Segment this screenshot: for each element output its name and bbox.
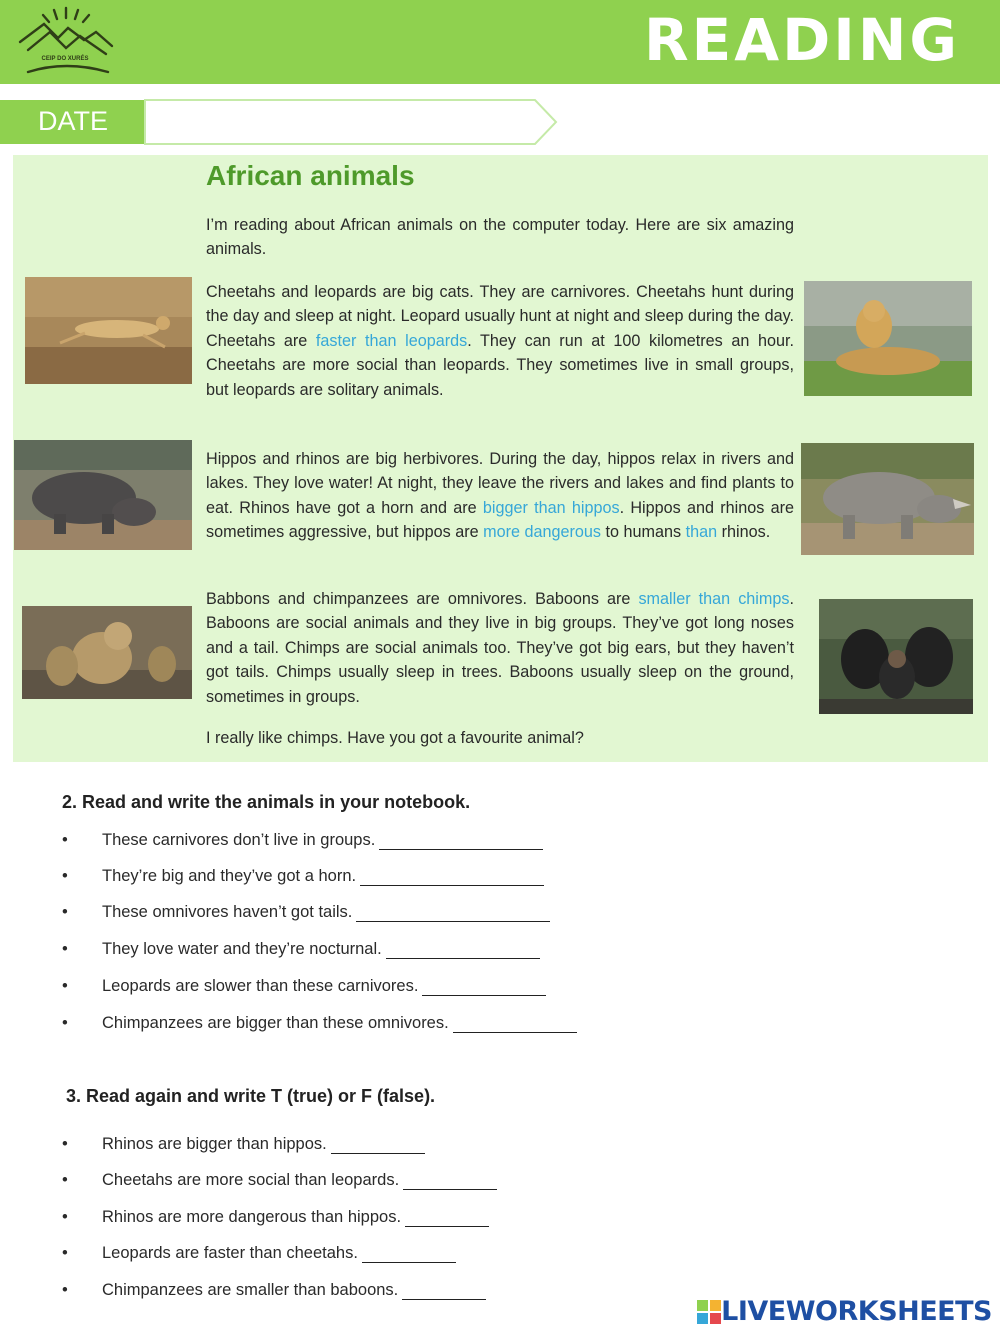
cats-paragraph: Cheetahs and leopards are big cats. They are carnivores. Cheetahs hunt during the day and sleep at night. Leopard usually hunt at night and sleep during the day. Cheetahs are faster than leopards. They can run at 100 kilometres an hour. Cheetahs are more social than leopards. They sometimes live in small groups, but leopards are solitary animals. xyxy=(206,283,794,399)
true-false-input[interactable] xyxy=(402,1279,486,1300)
exercise-2-item: • These omnivores haven’t got tails. xyxy=(62,901,550,925)
cheetah-photo xyxy=(25,277,192,384)
bullet: • xyxy=(62,1014,68,1032)
answer-input[interactable] xyxy=(386,938,540,959)
liveworksheets-brand[interactable]: LIVEWORKSHEETS xyxy=(721,1296,992,1327)
bullet: • xyxy=(62,977,68,995)
exercise-3-item: • Leopards are faster than cheetahs. xyxy=(62,1242,456,1266)
closing-paragraph: I really like chimps. Have you got a favourite animal? xyxy=(206,729,584,747)
liveworksheets-logo-icon xyxy=(697,1300,721,1324)
page-title: READING xyxy=(643,6,960,74)
bullet: • xyxy=(62,867,68,885)
answer-input[interactable] xyxy=(422,975,546,996)
exercise-3-title: 3. Read again and write T (true) or F (false). xyxy=(66,1086,436,1106)
exercise-3-item: • Rhinos are bigger than hippos. xyxy=(62,1133,425,1157)
exercise-3-item: • Chimpanzees are smaller than baboons. xyxy=(62,1279,486,1303)
answer-input[interactable] xyxy=(379,829,543,850)
exercise-2-item: • Chimpanzees are bigger than these omnivores. xyxy=(62,1012,577,1036)
answer-input[interactable] xyxy=(360,865,544,886)
herbivores-paragraph: Hippos and rhinos are big herbivores. During the day, hippos relax in rivers and lakes. They love water! At night, they leave the rivers and lakes and find plants to eat. Rhinos have got a horn and are bigger than hippos. Hippos and rhinos are sometimes aggressive, but hippos are more dangerous to humans than rhinos. xyxy=(206,450,795,542)
highlight-more-dangerous: more dangerous xyxy=(483,523,602,542)
highlight-bigger-than-hippos: bigger than hippos xyxy=(482,498,620,517)
answer-input[interactable] xyxy=(356,901,550,922)
exercise-2-item: • These carnivores don’t live in groups. xyxy=(62,829,543,853)
highlight-than: than xyxy=(685,523,718,542)
exercise-3-item: • Cheetahs are more social than leopards. xyxy=(62,1169,497,1193)
omnivores-paragraph: Babbons and chimpanzees are omnivores. Baboons are smaller than chimps. Baboons are social animals and they live in big groups. They’ve got long noses and a tail. Chimps are social animals too. They’ve got big ears, but they haven’t got tails. Chimps usually sleep in trees. Baboons usually sleep on the ground, sometimes in groups. xyxy=(206,590,794,706)
true-false-input[interactable] xyxy=(331,1133,425,1154)
bullet: • xyxy=(62,903,68,921)
date-input[interactable] xyxy=(148,100,532,146)
article-title: African animals xyxy=(206,160,415,191)
bullet: • xyxy=(62,940,68,958)
bullet: • xyxy=(62,1171,68,1189)
answer-input[interactable] xyxy=(453,1012,577,1033)
exercise-2-item: • They love water and they’re nocturnal. xyxy=(62,938,540,962)
highlight-smaller-than-chimps: smaller than chimps xyxy=(638,590,790,608)
bullet: • xyxy=(62,1208,68,1226)
rhino-photo xyxy=(801,443,974,555)
true-false-input[interactable] xyxy=(362,1242,456,1263)
exercise-3-item: • Rhinos are more dangerous than hippos. xyxy=(62,1206,489,1230)
exercise-2-item: • Leopards are slower than these carnivores. xyxy=(62,975,546,999)
bullet: • xyxy=(62,1281,68,1299)
chimpanzee-photo xyxy=(819,599,973,714)
bullet: • xyxy=(62,831,68,849)
bullet: • xyxy=(62,1135,68,1153)
baboon-photo xyxy=(22,606,192,699)
highlight-faster-than-leopards: faster than leopards xyxy=(315,331,468,350)
hippo-photo xyxy=(14,440,192,550)
school-logo-icon xyxy=(14,2,118,82)
true-false-input[interactable] xyxy=(403,1169,497,1190)
intro-paragraph: I’m reading about African animals on the computer today. Here are six amazing animals. xyxy=(206,216,794,259)
exercise-2-title: 2. Read and write the animals in your notebook. xyxy=(62,792,471,812)
exercise-2-item: • They’re big and they’ve got a horn. xyxy=(62,865,544,889)
date-label: DATE xyxy=(38,106,109,136)
true-false-input[interactable] xyxy=(405,1206,489,1227)
logo-text: CEIP DO XURÉS xyxy=(41,56,89,62)
bullet: • xyxy=(62,1244,68,1262)
leopard-photo xyxy=(804,281,972,396)
